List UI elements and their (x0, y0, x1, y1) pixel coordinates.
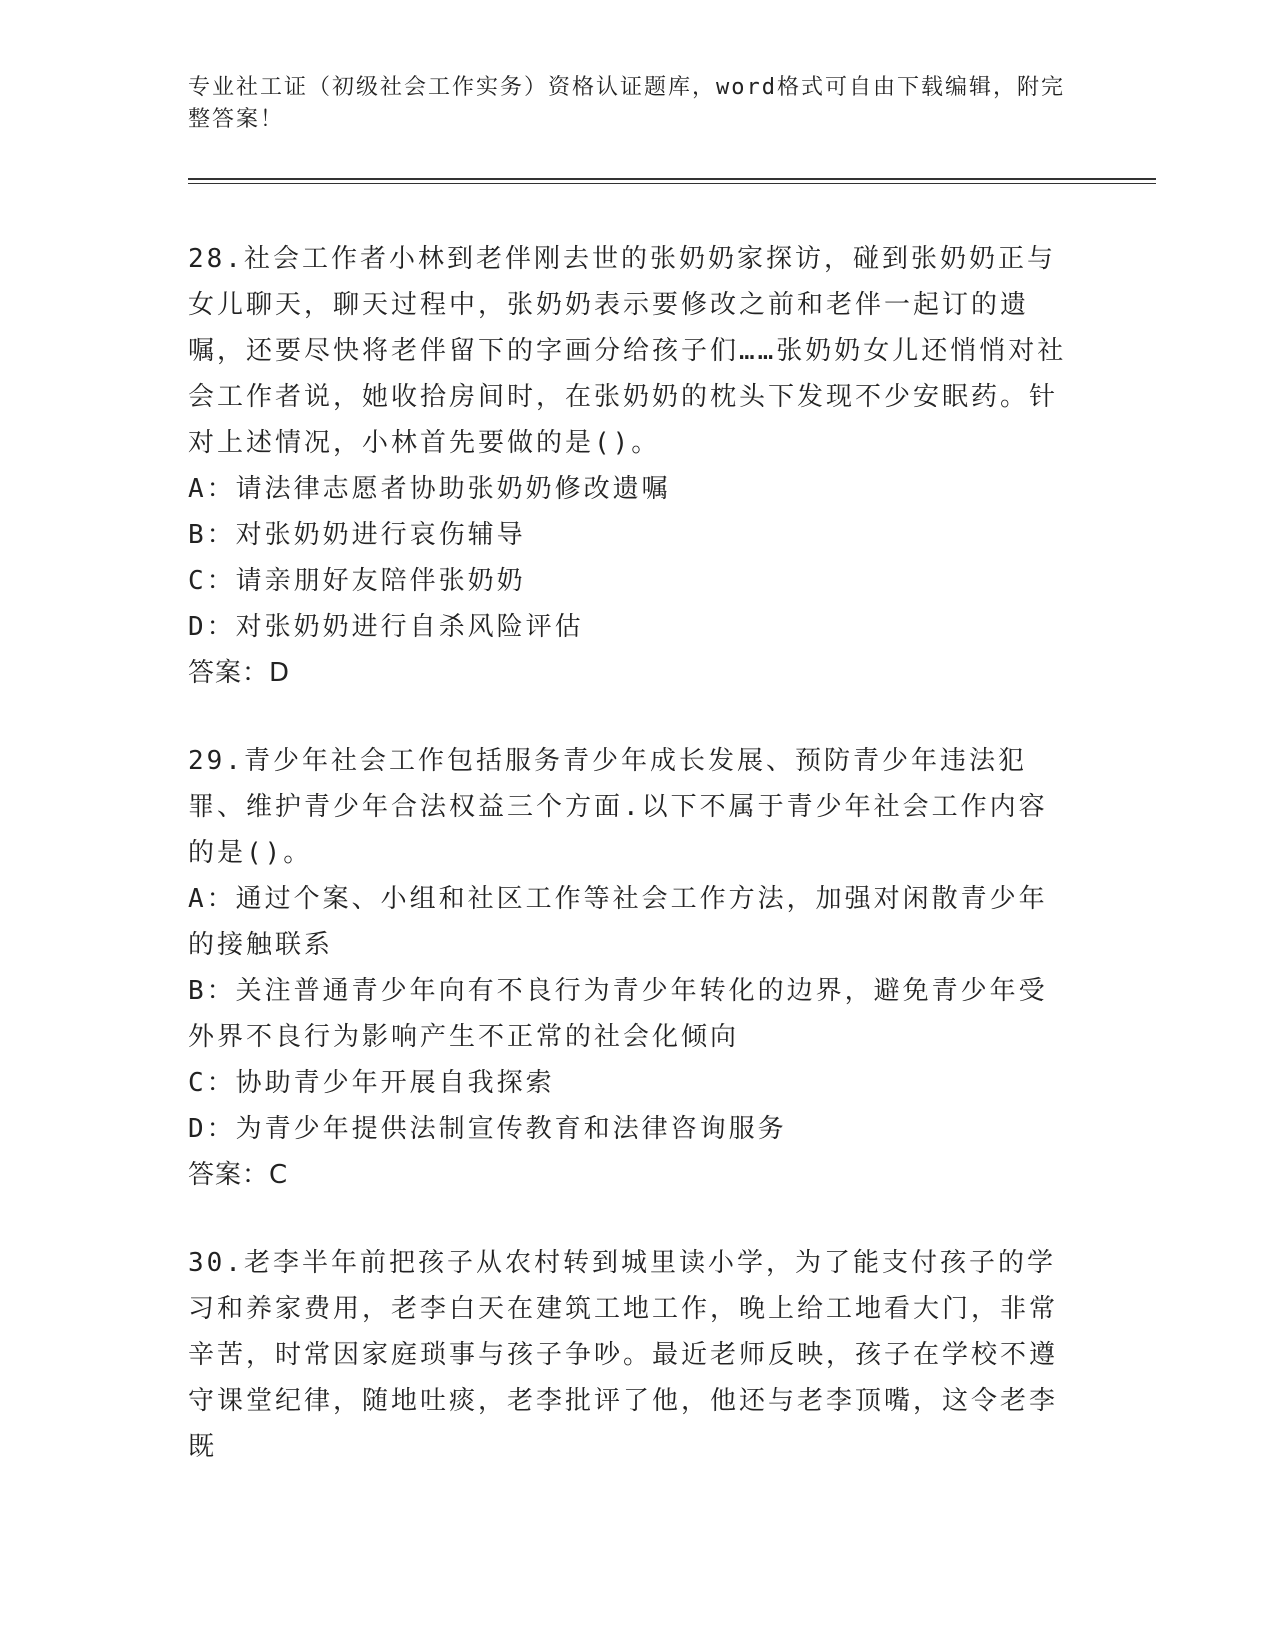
option-a: A：通过个案、小组和社区工作等社会工作方法，加强对闲散青少年的接触联系 (188, 884, 1048, 960)
answer-line: 答案：C (188, 1160, 289, 1190)
option-d: D：对张奶奶进行自杀风险评估 (188, 612, 584, 642)
question-29 (188, 738, 1068, 1198)
option-b: B：关注普通青少年向有不良行为青少年转化的边界，避免青少年受外界不良行为影响产生不正常的社会化倾向 (188, 976, 1048, 1052)
answer-line: 答案：D (188, 658, 291, 688)
question-stem: 30.老李半年前把孩子从农村转到城里读小学，为了能支付孩子的学习和养家费用，老李白天在建筑工地工作，晚上给工地看大门，非常辛苦，时常因家庭琐事与孩子争吵。最近老师反映，孩子在学校不遵守课堂纪律，随地吐痰，老李批评了他，他还与老李顶嘴，这令老李既 (188, 1248, 1059, 1462)
question-stem: 28.社会工作者小林到老伴刚去世的张奶奶家探访，碰到张奶奶正与女儿聊天，聊天过程中，张奶奶表示要修改之前和老伴一起订的遗嘱，还要尽快将老伴留下的字画分给孩子们……张奶奶女儿还悄悄对社会工作者说，她收拾房间时，在张奶奶的枕头下发现不少安眠药。针对上述情况，小林首先要做的是()。 (188, 244, 1067, 458)
page-header: 专业社工证（初级社会工作实务）资格认证题库，word格式可自由下载编辑，附完整答案！ (188, 75, 1065, 132)
option-b: B：对张奶奶进行哀伤辅导 (188, 520, 526, 550)
header-divider (188, 178, 1156, 184)
option-c: C：请亲朋好友陪伴张奶奶 (188, 566, 526, 596)
option-a: A：请法律志愿者协助张奶奶修改遗嘱 (188, 474, 671, 504)
option-d: D：为青少年提供法制宣传教育和法律咨询服务 (188, 1114, 787, 1144)
question-30 (188, 1240, 1068, 1470)
option-c: C：协助青少年开展自我探索 (188, 1068, 555, 1098)
question-28 (188, 236, 1068, 696)
question-stem: 29.青少年社会工作包括服务青少年成长发展、预防青少年违法犯罪、维护青少年合法权益三个方面.以下不属于青少年社会工作内容的是()。 (188, 746, 1048, 868)
